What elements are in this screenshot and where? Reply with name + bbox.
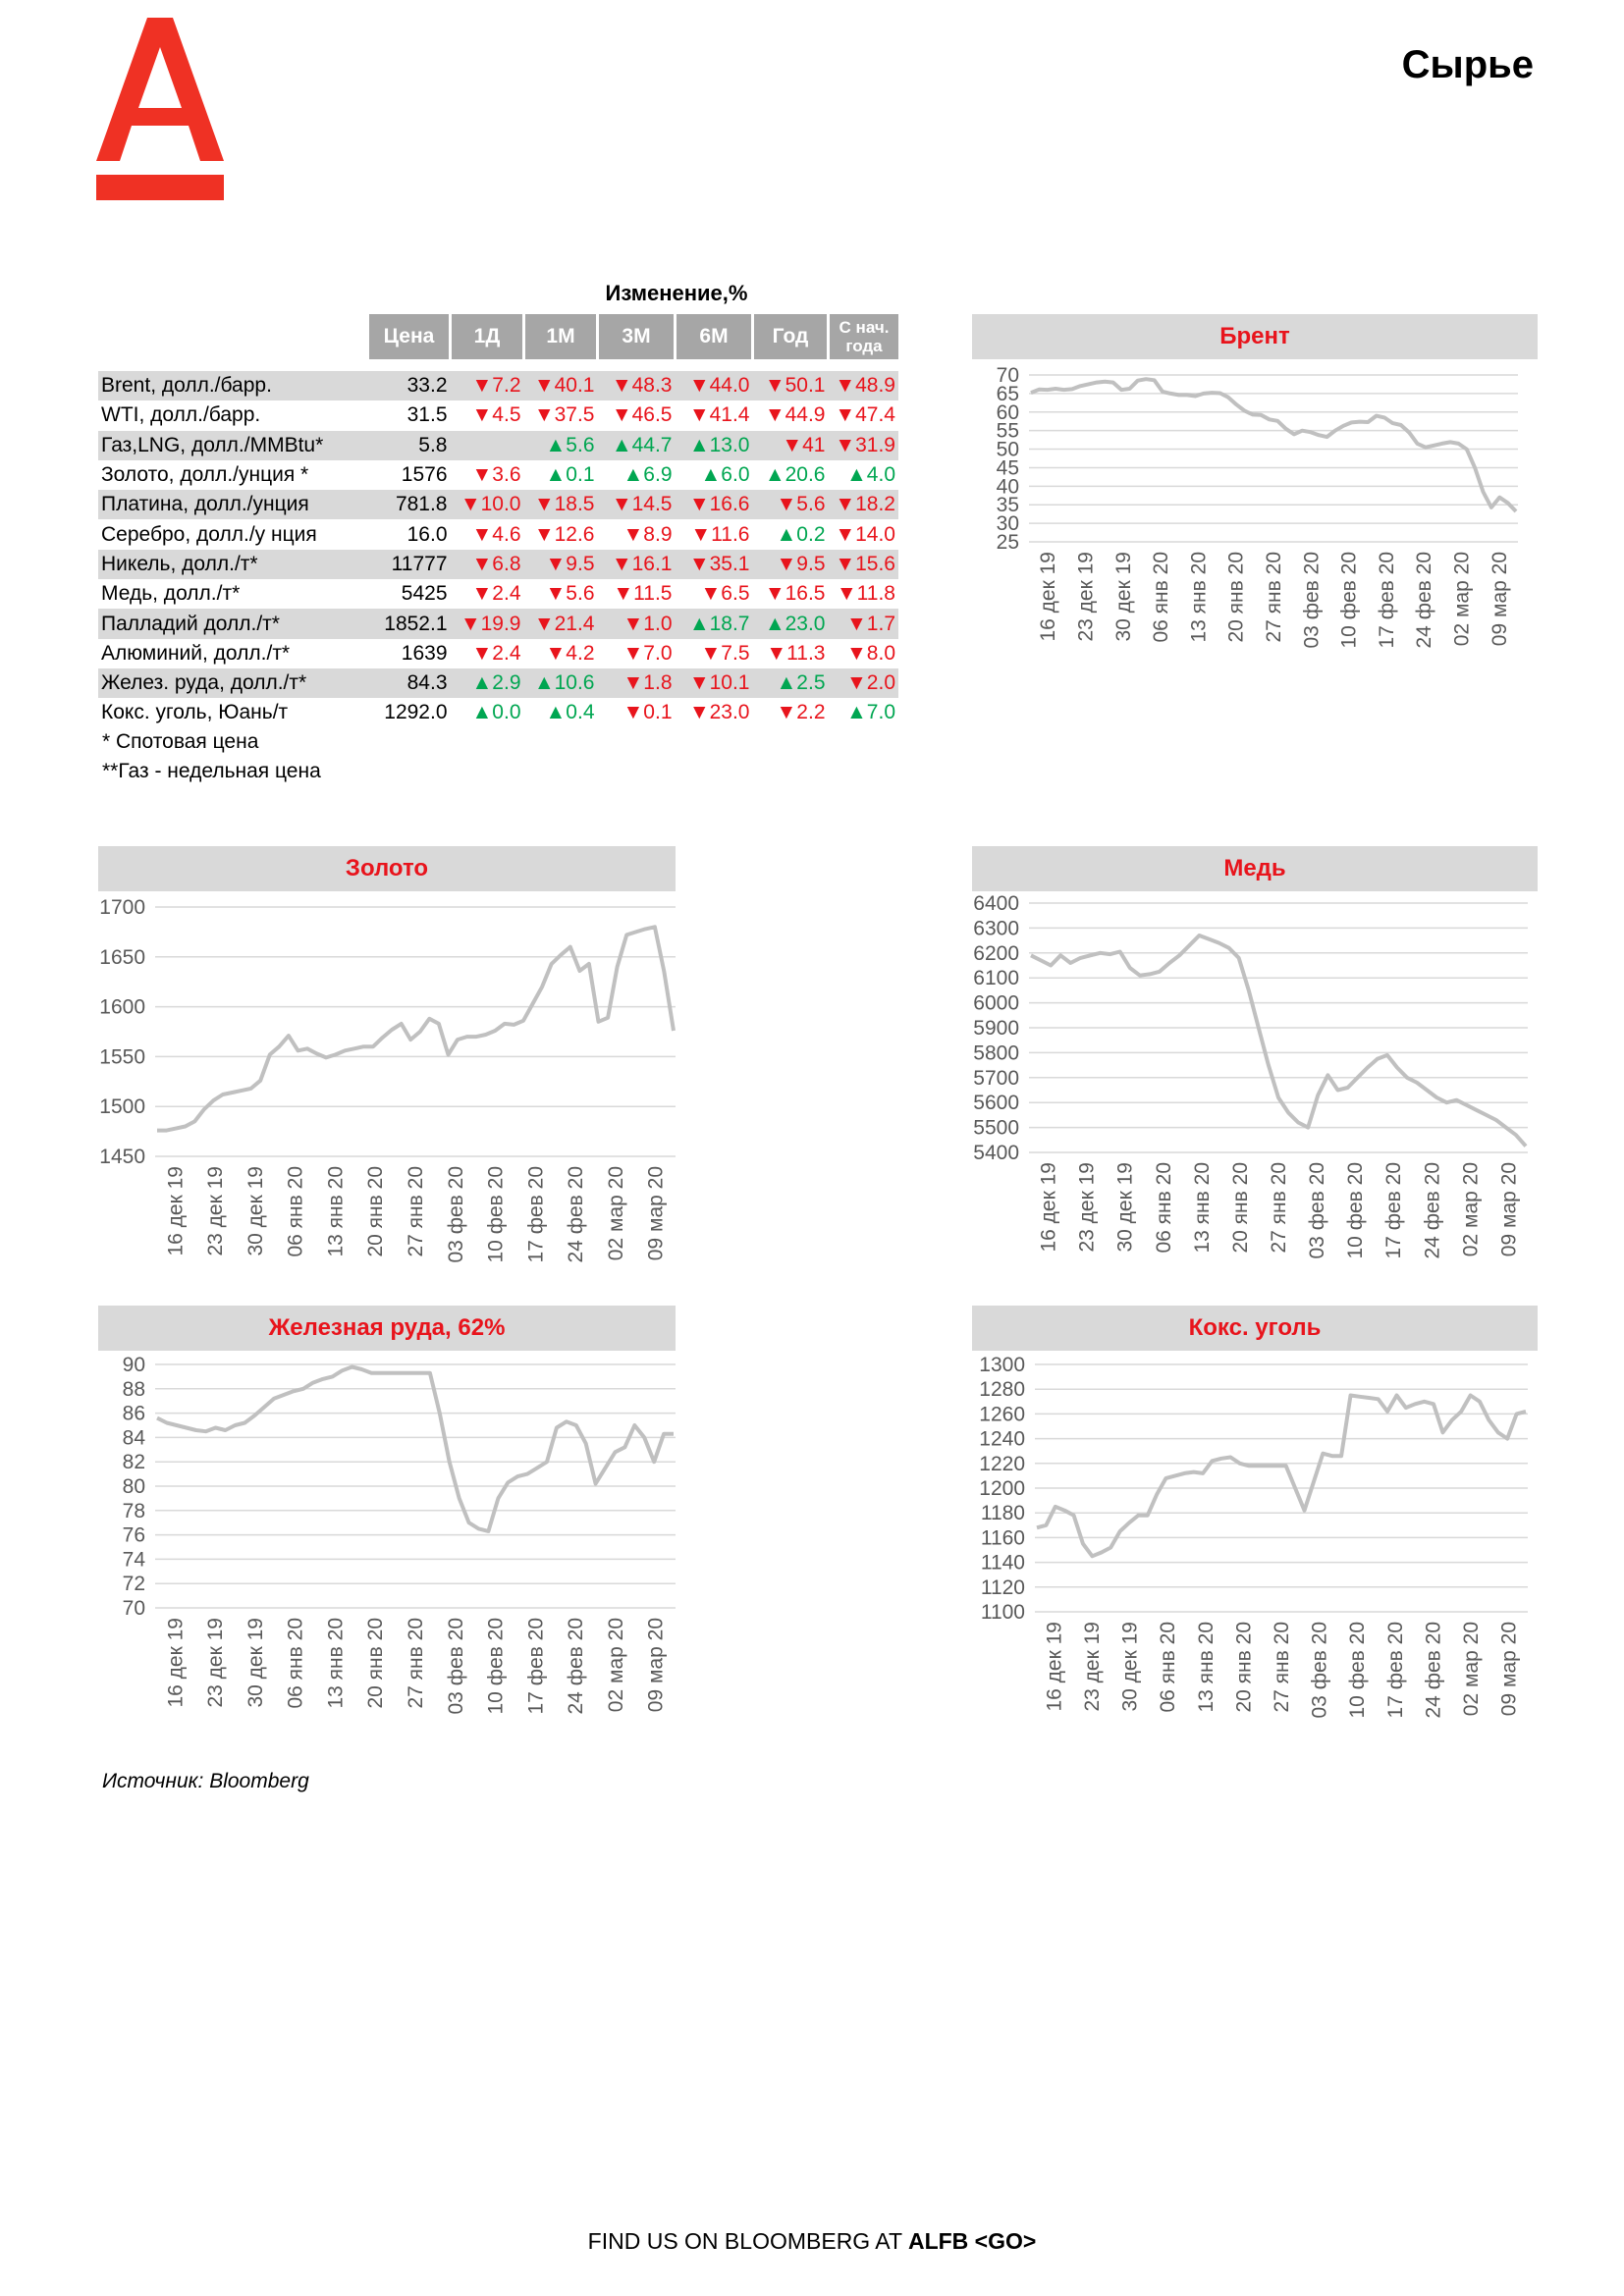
y-tick-label: 6200: [973, 941, 1019, 965]
x-tick-label: 09 мар 20: [644, 1166, 668, 1261]
x-tick-label: 02 мар 20: [604, 1618, 627, 1713]
y-tick-label: 1160: [980, 1526, 1025, 1550]
y-tick-label: 5500: [973, 1116, 1019, 1140]
y-tick-label: 1650: [99, 945, 145, 969]
y-tick-label: 1500: [99, 1095, 145, 1119]
x-tick-label: 23 дек 19: [204, 1166, 228, 1256]
y-tick-label: 72: [122, 1573, 145, 1596]
x-tick-label: 03 фев 20: [1306, 1162, 1329, 1259]
note-spot: * Спотовая цена: [102, 730, 259, 753]
x-tick-label: 17 фев 20: [1382, 1162, 1406, 1259]
price-cell: 1576: [401, 463, 448, 487]
chart-coking-coal: [972, 1306, 1538, 1737]
x-tick-label: 27 янв 20: [1268, 1162, 1290, 1254]
y-tick-label: 1280: [979, 1378, 1025, 1402]
y-tick-label: 86: [122, 1402, 145, 1425]
y-tick-label: 5700: [973, 1066, 1019, 1090]
chart-gold: [98, 846, 676, 1280]
x-tick-label: 24 фев 20: [565, 1166, 588, 1263]
y-tick-label: 1600: [99, 995, 145, 1019]
change-cell: ▼4.2: [545, 641, 595, 665]
change-cell: ▼3.6: [471, 463, 521, 487]
y-tick-label: 1300: [979, 1354, 1025, 1376]
change-cell: ▼5.6: [545, 582, 595, 606]
y-tick-label: 6100: [973, 967, 1019, 990]
change-cell: ▼1.8: [598, 668, 676, 698]
change-cell: ▼0.1: [623, 701, 673, 724]
change-cell: ▲0.4: [545, 701, 595, 724]
change-cell: ▲4.0: [846, 463, 895, 487]
change-cell: ▼7.2: [451, 371, 524, 400]
change-cell: ▼8.9: [623, 522, 673, 546]
y-tick-label: 78: [122, 1499, 145, 1522]
y-tick-label: 5800: [973, 1041, 1019, 1065]
x-tick-label: 02 мар 20: [1459, 1162, 1483, 1257]
change-cell: ▲20.6: [764, 463, 826, 487]
change-cell: ▼18.2: [829, 490, 899, 519]
x-tick-label: 16 дек 19: [1043, 1622, 1066, 1712]
y-tick-label: 1550: [99, 1045, 145, 1069]
table-row: [98, 460, 898, 490]
change-cell: ▼41: [753, 431, 829, 460]
x-tick-label: 13 янв 20: [324, 1618, 348, 1709]
y-tick-label: 55: [996, 419, 1019, 443]
change-cell: ▼16.5: [764, 582, 826, 606]
chart-plot: [98, 891, 676, 1280]
x-tick-label: 27 янв 20: [1263, 552, 1285, 643]
chart-copper: [972, 846, 1538, 1280]
change-cell: ▲2.9: [451, 668, 524, 698]
change-cell: ▲0.1: [545, 463, 595, 487]
footer-ticker: ALFB <GO>: [907, 2228, 1037, 2254]
change-cell: ▼21.4: [524, 609, 598, 638]
x-tick-label: 03 фев 20: [444, 1618, 467, 1715]
y-tick-label: 70: [122, 1597, 145, 1620]
y-tick-label: 35: [996, 494, 1019, 517]
y-tick-label: 1260: [979, 1403, 1025, 1426]
x-tick-label: 17 фев 20: [1383, 1622, 1407, 1719]
table-row: [98, 550, 898, 579]
table-row: [98, 639, 898, 668]
change-cell: ▲13.0: [676, 431, 753, 460]
x-tick-label: 06 янв 20: [284, 1618, 307, 1709]
col-year: Год: [753, 314, 829, 359]
chart-plot: [972, 1351, 1538, 1737]
table-row: [98, 431, 898, 460]
chart-title: Медь: [972, 846, 1538, 891]
series-line: [1031, 935, 1526, 1147]
footer: [0, 2228, 1624, 2255]
y-tick-label: 6300: [973, 917, 1019, 940]
series-line: [157, 1367, 674, 1531]
commodity-name: Палладий долл./т*: [98, 609, 369, 638]
y-tick-label: 1700: [99, 896, 145, 919]
col-ytd: С нач. года: [829, 314, 899, 359]
commodity-name: Кокс. уголь, Юань/т: [101, 701, 289, 724]
change-cell: ▼4.6: [471, 522, 521, 546]
y-tick-label: 74: [122, 1548, 145, 1572]
x-tick-label: 06 янв 20: [1150, 552, 1173, 643]
x-tick-label: 16 дек 19: [1037, 1162, 1060, 1253]
change-cell: ▼8.0: [846, 641, 895, 665]
page-title: Сырье: [1401, 43, 1534, 86]
y-tick-label: 1100: [980, 1601, 1025, 1624]
x-tick-label: 13 янв 20: [1187, 552, 1211, 643]
change-cell: ▼41.4: [688, 403, 750, 427]
change-cell: ▼48.9: [829, 371, 899, 400]
change-cell: ▲44.7: [598, 431, 676, 460]
change-cell: ▼15.6: [829, 550, 899, 579]
y-tick-label: 84: [122, 1426, 145, 1450]
x-tick-label: 03 фев 20: [444, 1166, 467, 1263]
change-cell: ▼5.6: [753, 490, 829, 519]
change-cell: ▼19.9: [451, 609, 524, 638]
change-cell: ▼16.6: [676, 490, 753, 519]
change-cell: ▼11.3: [766, 641, 826, 665]
change-cell: ▼2.0: [829, 668, 899, 698]
change-cell: ▼44.9: [764, 403, 826, 427]
x-tick-label: 10 фев 20: [1344, 1162, 1368, 1259]
x-tick-label: 17 фев 20: [1375, 552, 1398, 649]
col-price: Цена: [369, 314, 451, 359]
x-tick-label: 23 дек 19: [1074, 552, 1098, 642]
x-tick-label: 20 янв 20: [1224, 552, 1248, 643]
x-tick-label: 02 мар 20: [1460, 1622, 1484, 1717]
x-tick-label: 09 мар 20: [1488, 552, 1511, 647]
price-cell: 5425: [401, 582, 448, 606]
x-tick-label: 17 фев 20: [524, 1166, 548, 1263]
price-cell: 31.5: [406, 403, 448, 427]
commodity-name: Желез. руда, долл./т*: [98, 668, 369, 698]
x-tick-label: 03 фев 20: [1300, 552, 1324, 649]
change-cell: ▼10.1: [676, 668, 753, 698]
change-cell: ▼11.8: [836, 582, 895, 606]
commodity-table: [98, 314, 898, 728]
change-cell: ▼46.5: [611, 403, 673, 427]
x-tick-label: 24 фев 20: [1421, 1162, 1444, 1259]
y-tick-label: 5600: [973, 1092, 1019, 1115]
commodity-name: Платина, долл./унция: [98, 490, 369, 519]
change-cell: ▲6.9: [623, 463, 673, 487]
change-cell: ▼50.1: [753, 371, 829, 400]
chart-brent: [972, 314, 1538, 746]
change-cell: ▼44.0: [676, 371, 753, 400]
y-tick-label: 30: [996, 512, 1019, 536]
price-cell: 781.8: [369, 490, 451, 519]
price-cell: 84.3: [369, 668, 451, 698]
change-cell: ▼2.4: [471, 582, 521, 606]
x-tick-label: 20 янв 20: [1232, 1622, 1256, 1713]
y-tick-label: 40: [996, 475, 1019, 499]
y-tick-label: 25: [996, 531, 1019, 554]
change-cell: ▲23.0: [753, 609, 829, 638]
change-cell: ▼16.1: [598, 550, 676, 579]
price-cell: 11777: [369, 550, 451, 579]
table-row: [98, 698, 898, 727]
y-tick-label: 88: [122, 1377, 145, 1401]
source-note: Источник: Bloomberg: [102, 1770, 309, 1792]
change-cell: ▼9.5: [524, 550, 598, 579]
x-tick-label: 30 дек 19: [1111, 552, 1135, 642]
change-cell: ▼4.5: [471, 403, 521, 427]
x-tick-label: 23 дек 19: [204, 1618, 228, 1708]
x-tick-label: 30 дек 19: [1118, 1622, 1142, 1712]
x-tick-label: 13 янв 20: [324, 1166, 348, 1257]
change-cell: ▼2.4: [471, 641, 521, 665]
x-tick-label: 09 мар 20: [1497, 1622, 1521, 1717]
y-tick-label: 6000: [973, 991, 1019, 1015]
x-tick-label: 27 янв 20: [405, 1618, 427, 1709]
x-tick-label: 09 мар 20: [1497, 1162, 1521, 1257]
change-header: Изменение,%: [605, 281, 748, 305]
y-tick-label: 1450: [99, 1146, 145, 1168]
change-cell: ▼1.0: [598, 609, 676, 638]
change-cell: ▼7.5: [700, 641, 750, 665]
footer-prefix: FIND US ON BLOOMBERG AT: [587, 2228, 908, 2254]
change-cell: ▼18.5: [524, 490, 598, 519]
change-cell: ▼47.4: [835, 403, 895, 427]
x-tick-label: 06 янв 20: [1157, 1622, 1180, 1713]
change-cell: ▲0.0: [471, 701, 521, 724]
y-tick-label: 80: [122, 1475, 145, 1498]
x-tick-label: 13 янв 20: [1190, 1162, 1214, 1254]
chart-title: Кокс. уголь: [972, 1306, 1538, 1351]
y-tick-label: 5400: [973, 1142, 1019, 1164]
y-tick-label: 1140: [980, 1551, 1025, 1575]
x-tick-label: 27 янв 20: [405, 1166, 427, 1257]
y-tick-label: 76: [122, 1523, 145, 1547]
y-tick-label: 70: [996, 364, 1019, 387]
y-tick-label: 1240: [979, 1427, 1025, 1451]
x-tick-label: 17 фев 20: [524, 1618, 548, 1715]
chart-title: Золото: [98, 846, 676, 891]
change-cell: ▼10.0: [451, 490, 524, 519]
x-tick-label: 13 янв 20: [1194, 1622, 1218, 1713]
series-line: [1031, 379, 1516, 511]
x-tick-label: 06 янв 20: [284, 1166, 307, 1257]
y-tick-label: 1180: [980, 1502, 1025, 1525]
commodity-name: Алюминий, долл./т*: [101, 641, 291, 665]
price-cell: 33.2: [369, 371, 451, 400]
table-row: [98, 668, 898, 698]
change-cell: ▼14.5: [598, 490, 676, 519]
y-tick-label: 1120: [980, 1575, 1025, 1599]
change-cell: ▼7.0: [623, 641, 673, 665]
change-cell: [451, 431, 524, 460]
y-tick-label: 1220: [979, 1452, 1025, 1475]
y-tick-label: 50: [996, 438, 1019, 461]
change-cell: ▲0.2: [776, 522, 826, 546]
x-tick-label: 30 дек 19: [244, 1166, 267, 1256]
y-tick-label: 90: [122, 1354, 145, 1376]
chart-plot: [98, 1351, 676, 1728]
x-tick-label: 10 фев 20: [484, 1618, 508, 1715]
price-cell: 1852.1: [369, 609, 451, 638]
x-tick-label: 16 дек 19: [1037, 552, 1060, 642]
x-tick-label: 10 фев 20: [1346, 1622, 1370, 1719]
change-cell: ▼1.7: [829, 609, 899, 638]
change-cell: ▼37.5: [533, 403, 595, 427]
change-cell: ▼40.1: [524, 371, 598, 400]
change-cell: ▲18.7: [676, 609, 753, 638]
change-cell: ▼2.2: [776, 701, 826, 724]
price-cell: 5.8: [369, 431, 451, 460]
commodity-name: Золото, долл./унция *: [101, 463, 309, 487]
change-cell: ▼23.0: [688, 701, 750, 724]
x-tick-label: 20 янв 20: [364, 1618, 388, 1709]
table-row: [98, 579, 898, 609]
alfa-logo-icon: [96, 18, 224, 200]
x-tick-label: 23 дек 19: [1075, 1162, 1099, 1253]
price-cell: 1292.0: [384, 701, 448, 724]
change-cell: ▲5.6: [524, 431, 598, 460]
y-tick-label: 82: [122, 1451, 145, 1474]
change-cell: ▼6.8: [451, 550, 524, 579]
table-header-row: [98, 314, 898, 359]
x-tick-label: 06 янв 20: [1152, 1162, 1175, 1254]
x-tick-label: 10 фев 20: [484, 1166, 508, 1263]
change-cell: ▲7.0: [846, 701, 895, 724]
table-row: [98, 519, 898, 549]
commodity-name: WTI, долл./барр.: [101, 403, 261, 427]
x-tick-label: 27 янв 20: [1271, 1622, 1293, 1713]
x-tick-label: 10 фев 20: [1337, 552, 1361, 649]
table-row: [98, 609, 898, 638]
change-cell: ▼11.6: [690, 522, 750, 546]
commodity-name: Серебро, долл./у нция: [101, 522, 317, 546]
x-tick-label: 09 мар 20: [644, 1618, 668, 1713]
commodity-name: Газ,LNG, долл./MMBtu*: [98, 431, 369, 460]
note-gas: **Газ - недельная цена: [102, 760, 321, 782]
table-row: [98, 400, 898, 430]
commodity-name: Никель, долл./т*: [98, 550, 369, 579]
change-cell: ▼48.3: [598, 371, 676, 400]
change-cell: ▼35.1: [676, 550, 753, 579]
x-tick-label: 24 фев 20: [1422, 1622, 1445, 1719]
change-cell: ▼12.6: [533, 522, 595, 546]
y-tick-label: 5900: [973, 1017, 1019, 1040]
x-tick-label: 24 фев 20: [565, 1618, 588, 1715]
change-cell: ▼14.0: [835, 522, 895, 546]
x-tick-label: 16 дек 19: [164, 1618, 188, 1708]
x-tick-label: 23 дек 19: [1080, 1622, 1104, 1712]
change-cell: ▼11.5: [613, 582, 673, 606]
table-row: [98, 371, 898, 400]
chart-title: Брент: [972, 314, 1538, 359]
commodity-name: Медь, долл./т*: [101, 582, 241, 606]
y-tick-label: 60: [996, 400, 1019, 424]
change-cell: ▼6.5: [700, 582, 750, 606]
y-tick-label: 65: [996, 382, 1019, 405]
chart-plot: [972, 359, 1538, 746]
price-cell: 16.0: [406, 522, 448, 546]
table-row: [98, 490, 898, 519]
series-line: [1037, 1396, 1526, 1557]
x-tick-label: 24 фев 20: [1413, 552, 1436, 649]
x-tick-label: 20 янв 20: [364, 1166, 388, 1257]
change-cell: ▲6.0: [700, 463, 750, 487]
col-1m: 1М: [524, 314, 598, 359]
x-tick-label: 02 мар 20: [1450, 552, 1474, 647]
x-tick-label: 03 фев 20: [1308, 1622, 1331, 1719]
chart-iron-ore: [98, 1306, 676, 1728]
y-tick-label: 1200: [979, 1477, 1025, 1500]
change-cell: ▲2.5: [753, 668, 829, 698]
chart-plot: [972, 891, 1538, 1280]
x-tick-label: 30 дек 19: [244, 1618, 267, 1708]
y-tick-label: 45: [996, 456, 1019, 480]
col-1d: 1Д: [451, 314, 524, 359]
change-cell: ▲10.6: [524, 668, 598, 698]
change-cell: ▼9.5: [753, 550, 829, 579]
x-tick-label: 30 дек 19: [1113, 1162, 1137, 1253]
change-cell: ▼31.9: [829, 431, 899, 460]
price-cell: 1639: [401, 641, 448, 665]
x-tick-label: 20 янв 20: [1228, 1162, 1252, 1254]
col-3m: 3М: [598, 314, 676, 359]
x-tick-label: 16 дек 19: [164, 1166, 188, 1256]
y-tick-label: 6400: [973, 892, 1019, 915]
col-6m: 6М: [676, 314, 753, 359]
x-tick-label: 02 мар 20: [604, 1166, 627, 1261]
chart-title: Железная руда, 62%: [98, 1306, 676, 1351]
commodity-name: Brent, долл./барр.: [98, 371, 369, 400]
